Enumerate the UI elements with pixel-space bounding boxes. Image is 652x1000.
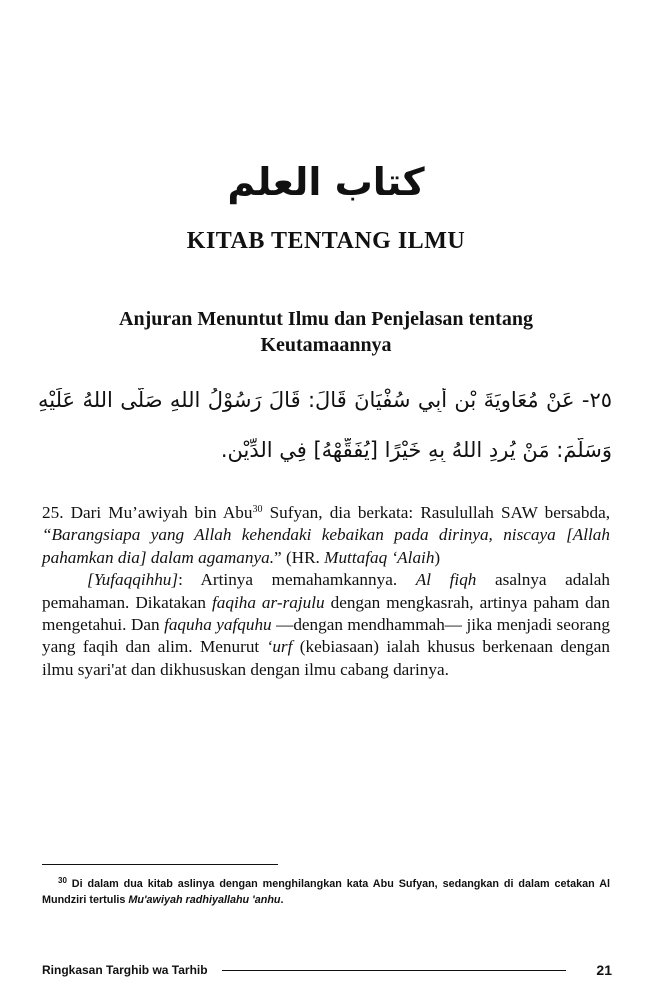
translation-source-end: ) <box>434 547 441 567</box>
explanation-text-5: (kebiasaan) ialah khusus berkenaan dengan ilmu syari'at dan dikhususkan dengan ilmu cabang darinya. <box>42 637 610 679</box>
term-faqiha: faqiha ar-rajulu <box>211 592 325 612</box>
footnote <box>42 876 610 908</box>
hadith-translation-paragraph <box>42 502 610 569</box>
footer-book-title: Ringkasan Targhib wa Tarhib <box>42 963 208 977</box>
chapter-title: KITAB TENTANG ILMU <box>186 228 466 254</box>
translation-intro: 25. Dari Mu’awiyah bin Abu <box>42 503 253 522</box>
explanation-paragraph <box>42 569 610 681</box>
footnote-number: 30 <box>58 876 67 885</box>
footnote-end: . <box>280 894 284 906</box>
body-text <box>42 502 610 681</box>
page-number: 21 <box>596 962 612 978</box>
translation-quote: “Barangsiapa yang Allah kehendaki kebaikan pada dirinya, niscaya [Allah pahamkan dia] dalam agamanya. <box>42 525 610 567</box>
translation-close: ” (HR. <box>274 547 325 567</box>
footnote-italic: Mu'awiyah radhiyallahu 'anhu <box>128 894 281 906</box>
term-urf: ‘urf <box>266 637 293 657</box>
footer-rule <box>222 970 567 971</box>
page-footer <box>42 960 612 980</box>
hadith-source: Muttafaq ‘Alaih <box>324 547 435 567</box>
chapter-title-arabic: كتاب العلم <box>227 160 425 204</box>
explanation-text-4: —dengan mendhammah— jika menjadi seorang yang faqih dan alim. Menurut <box>42 615 610 657</box>
arabic-hadith-line-1: ٢٥- عَنْ مُعَاوِيَةَ بْنِ أَبِي سُفْيَانَ قَالَ: قَالَ رَسُوْلُ اللهِ صَلَّى اللهُ عَلَيْهِ <box>38 388 612 412</box>
arabic-hadith-line-2: وَسَلَّمَ: مَنْ يُرِدِ اللهُ بِهِ خَيْرًا [يُفَقِّهْهُ] فِي الدِّيْنِ. <box>220 438 612 462</box>
explanation-text-2: asalnya adalah pemahaman. Dikatakan <box>42 570 610 612</box>
section-title: Anjuran Menuntut Ilmu dan Penjelasan tentang Keutamaannya <box>119 308 533 356</box>
term-yufaqqihhu: [Yufaqqihhu] <box>87 570 179 590</box>
explanation-text-1: : Artinya memahamkannya. <box>178 570 416 590</box>
footnote-divider <box>42 864 278 865</box>
footnote-text: Di dalam dua kitab aslinya dengan menghilangkan kata Abu Sufyan, sedangkan di dalam cetakan Al Mundziri tertulis <box>42 878 610 906</box>
translation-intro-cont: Sufyan, dia berkata: Rasulullah SAW bersabda, <box>262 503 611 522</box>
footnote-reference: 30 <box>252 504 263 515</box>
term-faquha: faquha yafquhu <box>164 615 272 635</box>
term-al-fiqh: Al fiqh <box>415 570 477 590</box>
explanation-text-3: dengan mengkasrah, artinya paham dan mengetahui. Dan <box>42 592 610 635</box>
